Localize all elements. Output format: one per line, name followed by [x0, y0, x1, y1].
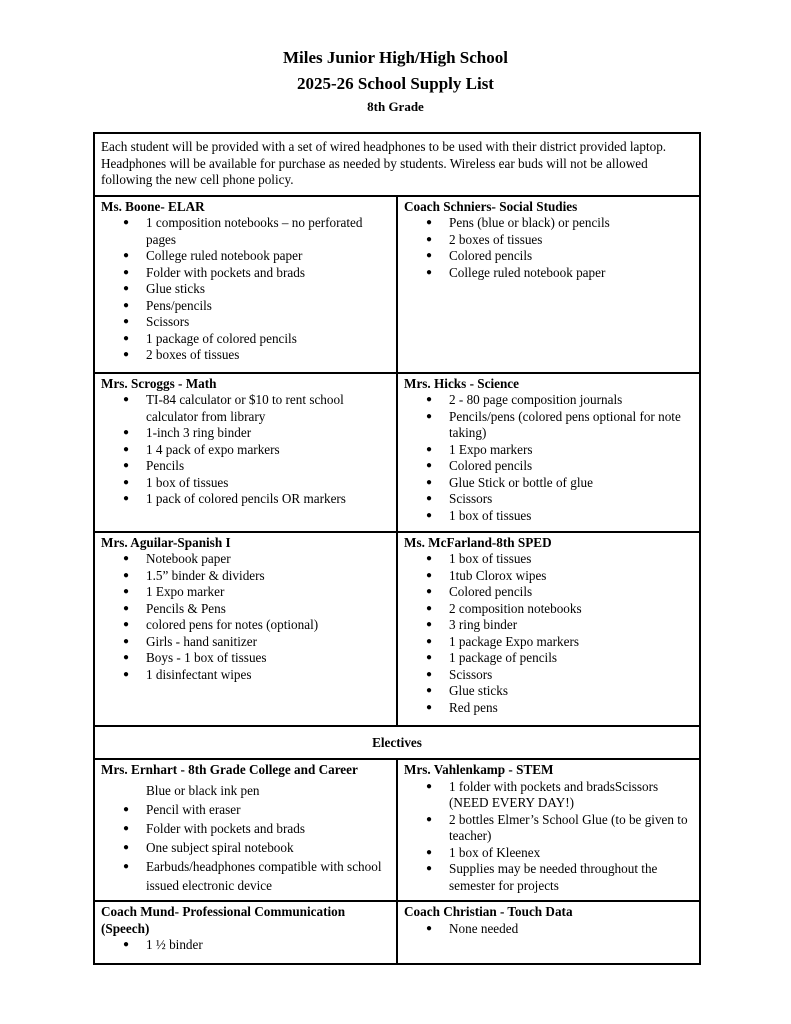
- supply-list: [404, 215, 693, 281]
- teacher-name: Mrs. Vahlenkamp - STEM: [404, 762, 554, 777]
- supply-item: ● 1 box of Kleenex: [449, 845, 693, 862]
- teacher-name: Coach Mund- Professional Communication (Speech): [101, 904, 346, 936]
- supply-item: ● 1-inch 3 ring binder: [146, 425, 390, 442]
- teacher-name: Mrs. Aguilar-Spanish I: [101, 534, 231, 550]
- supply-item: ● Pens (blue or black) or pencils: [449, 215, 693, 232]
- supply-list: [404, 551, 693, 716]
- supply-item: ● College ruled notebook paper: [449, 265, 693, 282]
- supply-list: [404, 779, 693, 895]
- supply-item: ● Scissors: [146, 314, 390, 331]
- supply-item: ● Supplies may be needed throughout the semester for projects: [449, 861, 693, 894]
- supply-item: ● 1 composition notebooks – no perforated pages: [146, 215, 390, 248]
- cell-christian: [397, 901, 700, 964]
- supply-item: ● 1 4 pack of expo markers: [146, 442, 390, 459]
- cell-hicks: [397, 373, 700, 532]
- supply-item: ● Pencils: [146, 458, 390, 475]
- supply-item: ● Folder with pockets and brads: [146, 819, 390, 838]
- supply-item: ● 1tub Clorox wipes: [449, 568, 693, 585]
- supply-item: ● 2 boxes of tissues: [146, 347, 390, 364]
- supply-list: [101, 937, 390, 954]
- supply-item: ● TI-84 calculator or $10 to rent school calculator from library: [146, 392, 390, 425]
- supply-list: [101, 551, 390, 683]
- supply-item: ● 1 package Expo markers: [449, 634, 693, 651]
- supply-item: ● Scissors: [449, 491, 693, 508]
- supply-item-plain: Blue or black ink pen: [146, 782, 260, 798]
- supply-list: [101, 392, 390, 508]
- cell-aguilar: [94, 532, 397, 726]
- supply-item: ● Pencils/pens (colored pens optional for note taking): [449, 409, 693, 442]
- supply-item: ● 1 folder with pockets and bradsScissors (NEED EVERY DAY!): [449, 779, 693, 812]
- supply-item: ● 1 box of tissues: [146, 475, 390, 492]
- supply-item: ● 2 composition notebooks: [449, 601, 693, 618]
- supply-item: ● Notebook paper: [146, 551, 390, 568]
- cell-mcfarland: [397, 532, 700, 726]
- supply-list: [101, 800, 390, 895]
- supply-item: ● None needed: [449, 921, 693, 938]
- supply-item: ● Pens/pencils: [146, 298, 390, 315]
- supply-item: ● Boys - 1 box of tissues: [146, 650, 390, 667]
- cell-vahlenkamp: [397, 759, 700, 901]
- cell-scroggs: [94, 373, 397, 532]
- supply-item: ● Folder with pockets and brads: [146, 265, 390, 282]
- headphone-notice: Each student will be provided with a set of wired headphones to be used with their district provided laptop. Headphones will be available for purchase as needed by students. Wireless ear buds will not be allowed following the new cell phone policy.: [94, 133, 700, 196]
- supply-item: ● 1 package of colored pencils: [146, 331, 390, 348]
- supply-item: ● Pencils & Pens: [146, 601, 390, 618]
- supply-list: [404, 921, 693, 938]
- supply-item: ● Pencil with eraser: [146, 800, 390, 819]
- supply-item: ● Glue Stick or bottle of glue: [449, 475, 693, 492]
- supply-list: [404, 392, 693, 524]
- teacher-name: Coach Schniers- Social Studies: [404, 198, 578, 214]
- supply-item: ● 1 pack of colored pencils OR markers: [146, 491, 390, 508]
- cell-boone: [94, 196, 397, 373]
- teacher-name: Ms. McFarland-8th SPED: [404, 534, 552, 550]
- supply-item: ● 1 box of tissues: [449, 551, 693, 568]
- supply-item: ● 2 - 80 page composition journals: [449, 392, 693, 409]
- supply-item: ● Colored pencils: [449, 584, 693, 601]
- supply-item: ● One subject spiral notebook: [146, 838, 390, 857]
- supply-item: ● 1 Expo marker: [146, 584, 390, 601]
- teacher-name: Mrs. Scroggs - Math: [101, 375, 217, 391]
- supply-item: ● 1 package of pencils: [449, 650, 693, 667]
- teacher-name: Mrs. Ernhart - 8th Grade College and Career: [101, 762, 358, 777]
- supply-item: ● Earbuds/headphones compatible with school issued electronic device: [146, 857, 390, 895]
- supply-item: ● 2 boxes of tissues: [449, 232, 693, 249]
- cell-ernhart: [94, 759, 397, 901]
- supply-item: ● Colored pencils: [449, 248, 693, 265]
- supply-item: ● 1 Expo markers: [449, 442, 693, 459]
- supply-item: ● Colored pencils: [449, 458, 693, 475]
- teacher-name: Mrs. Hicks - Science: [404, 375, 519, 391]
- page-header: [0, 45, 791, 117]
- supply-item: ● 1 ½ binder: [146, 937, 390, 954]
- cell-schniers: [397, 196, 700, 373]
- electives-heading: Electives: [94, 726, 700, 760]
- supply-item: ● Red pens: [449, 700, 693, 717]
- supply-table: [93, 132, 701, 965]
- grade-label: 8th Grade: [367, 99, 424, 114]
- supply-item: ● 2 bottles Elmer’s School Glue (to be given to teacher): [449, 812, 693, 845]
- cell-mund: [94, 901, 397, 964]
- supply-item: ● colored pens for notes (optional): [146, 617, 390, 634]
- teacher-name: Ms. Boone- ELAR: [101, 198, 205, 214]
- page-title: 2025-26 School Supply List: [297, 74, 494, 93]
- supply-item: ● Glue sticks: [449, 683, 693, 700]
- supply-item: ● 1 disinfectant wipes: [146, 667, 390, 684]
- teacher-name: Coach Christian - Touch Data: [404, 904, 573, 919]
- supply-item: ● 1.5” binder & dividers: [146, 568, 390, 585]
- school-name: Miles Junior High/High School: [283, 48, 508, 67]
- supply-item: ● 3 ring binder: [449, 617, 693, 634]
- supply-item: ● 1 box of tissues: [449, 508, 693, 525]
- supply-item: ● Scissors: [449, 667, 693, 684]
- supply-list: [101, 215, 390, 364]
- supply-item: ● College ruled notebook paper: [146, 248, 390, 265]
- supply-item: ● Girls - hand sanitizer: [146, 634, 390, 651]
- supply-item: ● Glue sticks: [146, 281, 390, 298]
